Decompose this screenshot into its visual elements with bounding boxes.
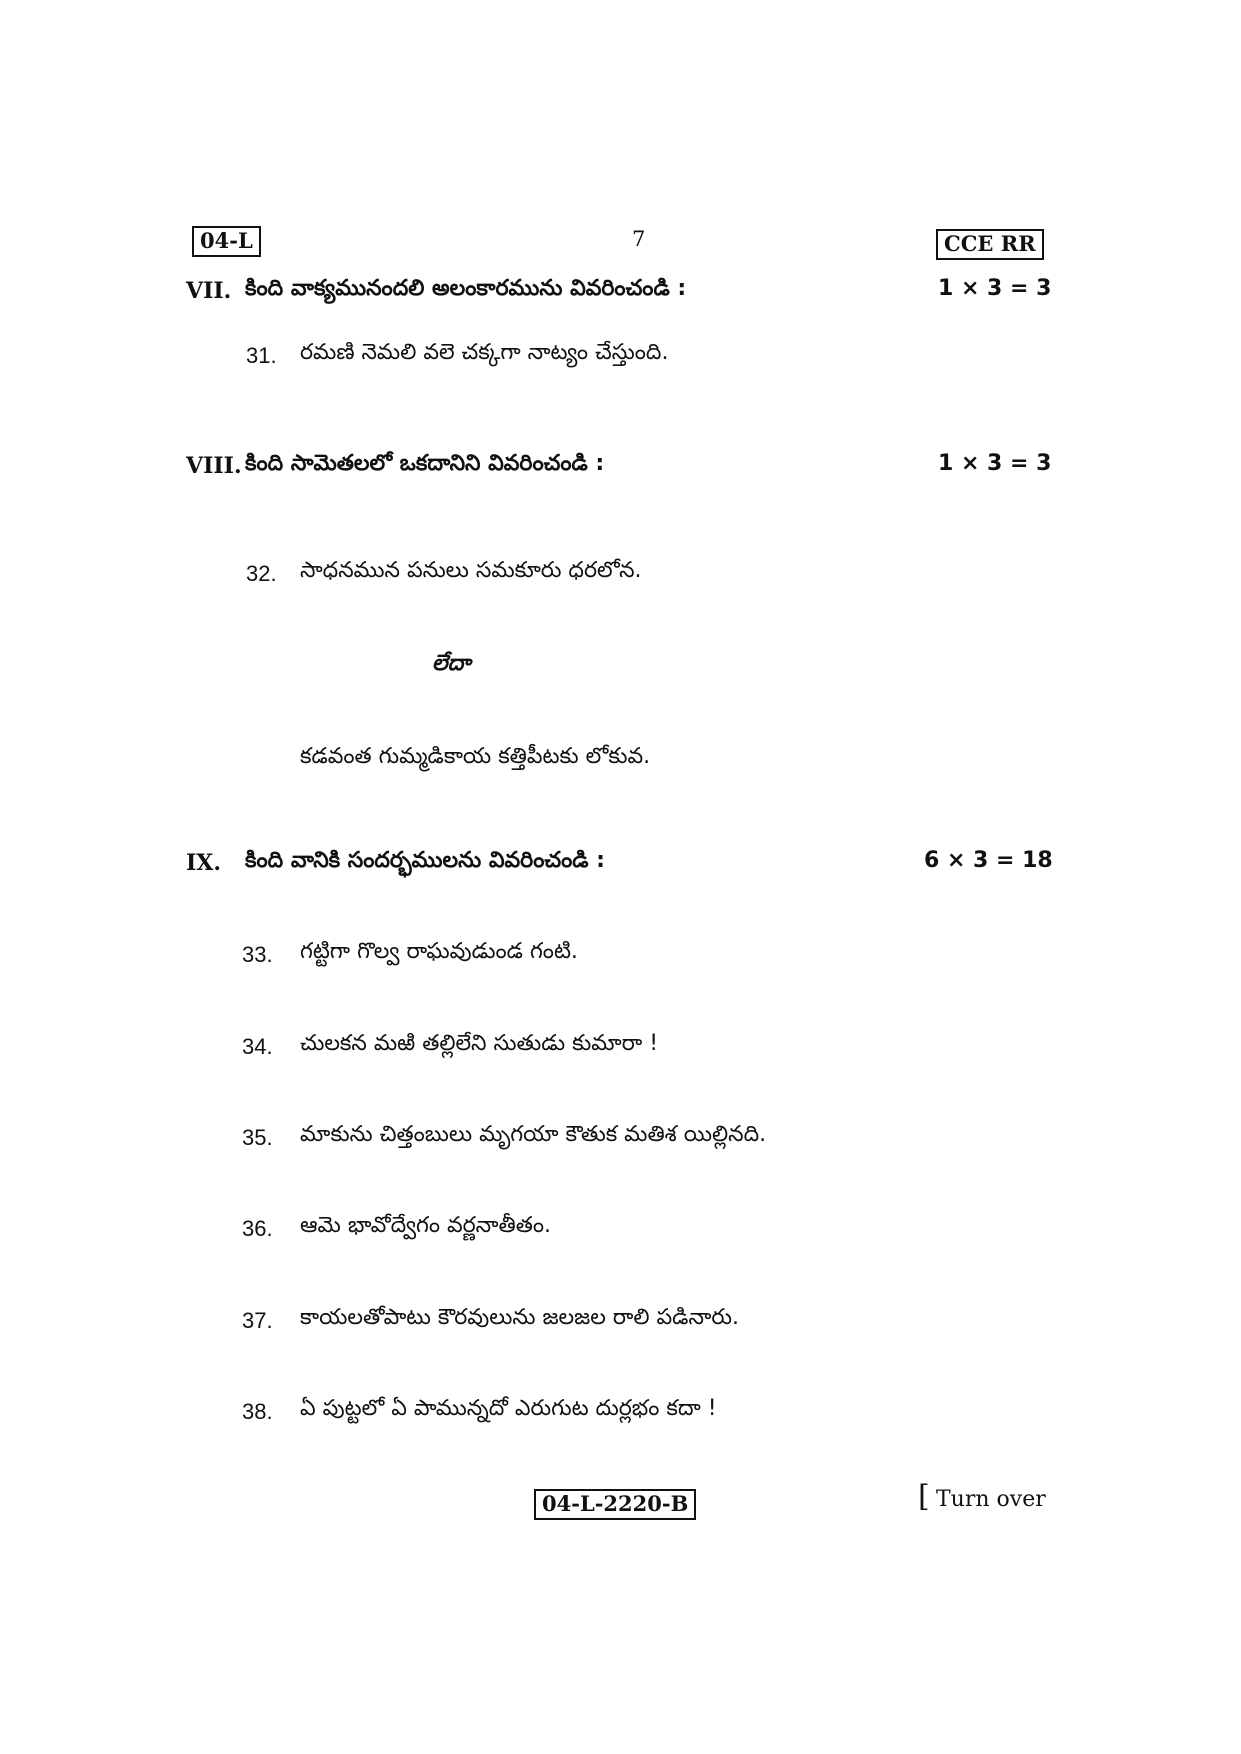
question-number: 36. xyxy=(242,1216,273,1241)
section-instruction: కింది వానికి సందర్భములను వివరించండి : xyxy=(245,848,605,873)
alternative-question-text: కడవంత గుమ్మడికాయ కత్తిపీటకు లోకువ. xyxy=(300,744,651,769)
section-marks: 1 × 3 = 3 xyxy=(938,276,1052,301)
question-number: 37. xyxy=(242,1308,273,1333)
question-text: మాకును చిత్తంబులు మృగయా కౌతుక మతిశ యిల్లినది. xyxy=(300,1122,767,1147)
question-number: 38. xyxy=(242,1399,273,1424)
or-label: లేదా xyxy=(432,651,471,676)
question-text: సాధనమున పనులు సమకూరు ధరలోన. xyxy=(300,558,642,583)
section-instruction: కింది సామెతలలో ఒకదానిని వివరించండి : xyxy=(245,451,605,476)
question-text: ఆమె భావోద్వేగం వర్ణనాతీతం. xyxy=(300,1213,552,1238)
question-text: గట్టిగా గొల్వ రాఘవుడుండ గంటి. xyxy=(300,939,578,964)
footer-paper-code: 04-L-2220-B xyxy=(534,1489,696,1520)
question-text: ఏ పుట్టలో ఏ పామున్నదో ఎరుగుట దుర్లభం కదా ! xyxy=(300,1396,717,1421)
question-number: 32. xyxy=(246,561,277,586)
question-number: 35. xyxy=(242,1125,273,1150)
question-text: కాయలతోపాటు కౌరవులును జలజల రాలి పడినారు. xyxy=(300,1305,739,1330)
question-number: 31. xyxy=(246,343,277,368)
section-numeral: VIII. xyxy=(186,453,242,479)
turn-over-bracket: [ xyxy=(918,1479,930,1514)
question-text: చులకన మఱి తల్లిలేని సుతుడు కుమారా ! xyxy=(300,1031,659,1056)
section-numeral: VII. xyxy=(186,278,232,304)
turn-over-label: Turn over xyxy=(936,1487,1046,1512)
question-number: 34. xyxy=(242,1034,273,1059)
page-number: 7 xyxy=(632,227,646,251)
question-number: 33. xyxy=(242,942,273,967)
paper-code-left: 04-L xyxy=(192,226,261,257)
question-text: రమణి నెమలి వలె చక్కగా నాట్యం చేస్తుంది. xyxy=(300,340,669,365)
section-marks: 6 × 3 = 18 xyxy=(924,848,1053,873)
section-numeral: IX. xyxy=(186,850,222,876)
paper-code-right: CCE RR xyxy=(936,229,1044,260)
section-instruction: కింది వాక్యమునందలి అలంకారమును వివరించండి : xyxy=(245,276,687,301)
section-marks: 1 × 3 = 3 xyxy=(938,451,1052,476)
